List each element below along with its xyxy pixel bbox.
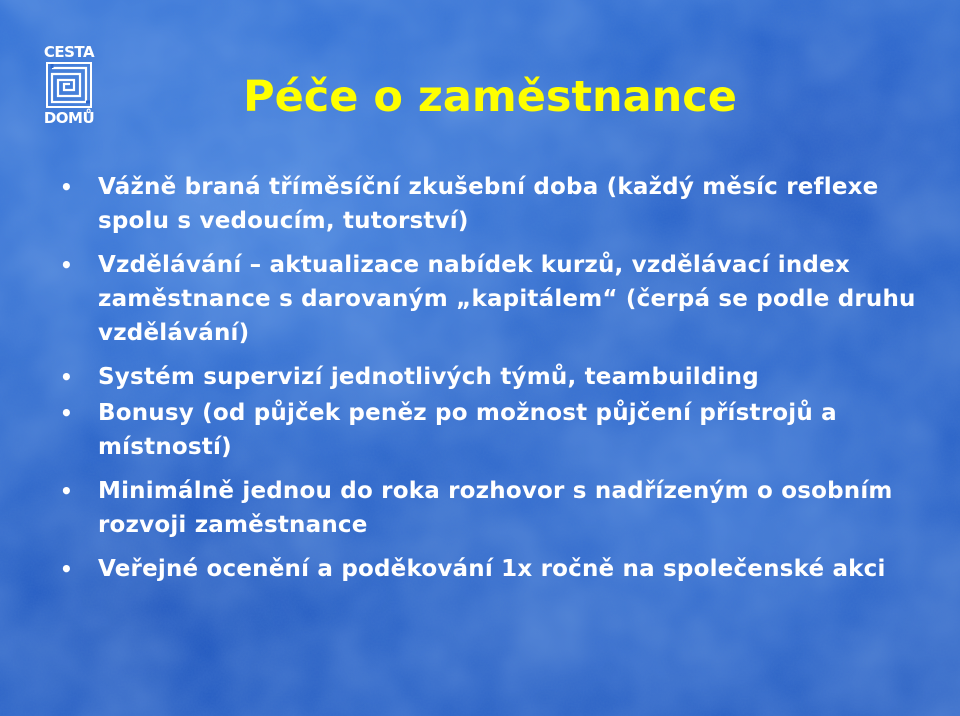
bullet-item xyxy=(60,170,920,238)
bullet-text: Bonusy (od půjček peněz po možnost půjčení přístrojů a místností) xyxy=(98,400,837,460)
logo-bottom-text: DOMŮ xyxy=(43,109,95,127)
bullet-text: Systém supervizí jednotlivých týmů, teambuilding xyxy=(98,364,759,390)
bullet-list xyxy=(60,170,920,586)
bullet-item xyxy=(60,360,920,394)
bullet-glyph: • xyxy=(60,557,73,581)
bullet-glyph: • xyxy=(60,479,73,503)
bullet-text: Veřejné ocenění a poděkování 1x ročně na společenské akci xyxy=(98,556,886,582)
bullet-glyph: • xyxy=(60,365,73,389)
bullet-item xyxy=(60,396,920,464)
bullet-text: Vážně braná tříměsíční zkušební doba (každý měsíc reflexe spolu s vedoucím, tutorství) xyxy=(98,174,879,234)
bullet-text: Vzdělávání – aktualizace nabídek kurzů, vzdělávací index zaměstnance s darovaným „kapitálem“ (čerpá se podle druhu vzdělávání) xyxy=(98,252,916,346)
bullet-glyph: • xyxy=(60,175,73,199)
bullet-glyph: • xyxy=(60,253,73,277)
bullet-text: Minimálně jednou do roka rozhovor s nadřízeným o osobním rozvoji zaměstnance xyxy=(98,478,893,538)
bullet-item xyxy=(60,552,920,586)
bullet-glyph: • xyxy=(60,401,73,425)
logo-top-text: CESTA xyxy=(43,43,95,61)
bullet-item xyxy=(60,248,920,350)
bullet-item xyxy=(60,474,920,542)
slide-title: Péče o zaměstnance xyxy=(243,72,737,122)
